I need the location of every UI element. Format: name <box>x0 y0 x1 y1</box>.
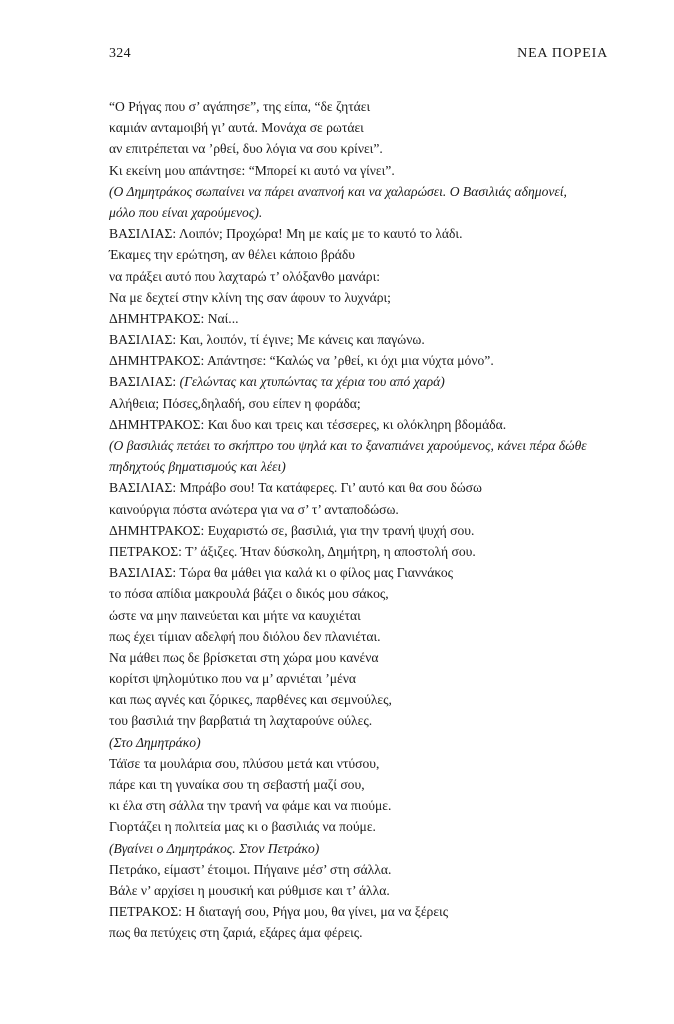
stage-direction-line: πηδηχτούς βηματισμούς και λέει) <box>109 459 286 475</box>
text-line: κορίτσι ψηλομύτικο που να μ’ αρνιέται ’μένα <box>109 671 357 687</box>
text-line: ΠΕΤΡΑΚΟΣ: Η διαταγή σου, Ρήγα μου, θα γίνει, μα να ξέρεις <box>109 904 449 920</box>
page-text <box>109 96 634 944</box>
stage-direction-line: (Στο Δημητράκο) <box>109 734 201 750</box>
text-line: ώστε να μην παινεύεται και μήτε να καυχιέται <box>109 607 361 623</box>
text-line: Κι εκείνη μου απάντησε: “Μπορεί κι αυτό να γίνει”. <box>109 162 395 178</box>
text-line: Τάϊσε τα μουλάρια σου, πλύσου μετά και ντύσου, <box>109 755 380 771</box>
text-line: ΒΑΣΙΛΙΑΣ: Λοιπόν; Προχώρα! Μη με καίς με το καυτό το λάδι. <box>109 226 463 242</box>
running-title: ΝΕΑ ΠΟΡΕΙΑ <box>517 46 608 61</box>
stage-direction-line: (Βγαίνει ο Δημητράκος. Στον Πετράκο) <box>109 840 320 856</box>
text-line: Έκαμες την ερώτηση, αν θέλει κάποιο βράδυ <box>109 247 355 263</box>
page-header <box>109 46 608 66</box>
text-line <box>109 371 634 392</box>
text-line: του βασιλιά την βαρβατιά τη λαχταρούνε ούλες. <box>109 713 373 729</box>
text-line: καινούργια πόστα ανώτερα για να σ’ τ’ ανταποδώσω. <box>109 501 399 517</box>
text-line: ΔΗΜΗΤΡΑΚΟΣ: Ναί... <box>109 310 239 326</box>
text-line: να πράξει αυτό που λαχταρώ τ’ ολόξανθο μανάρι: <box>109 268 381 284</box>
text-line: και πως αγνές και ζόρικες, παρθένες και σεμνούλες, <box>109 692 392 708</box>
text-line: το πόσα απίδια μακρουλά βάζει ο δικός μου σάκος, <box>109 586 389 602</box>
stage-direction: (Γελώντας και χτυπώντας τα χέρια του από χαρά) <box>179 374 445 390</box>
text-line: Γιορτάζει η πολιτεία μας κι ο βασιλιάς να πούμε. <box>109 819 376 835</box>
text-line: πως θα πετύχεις στη ζαριά, εξάρες άμα φέρεις. <box>109 925 363 941</box>
text-line: Να με δεχτεί στην κλίνη της σαν άφουν το λυχνάρι; <box>109 289 391 305</box>
text-line: πάρε και τη γυναίκα σου τη σεβαστή μαζί σου, <box>109 777 365 792</box>
text-line: ΠΕΤΡΑΚΟΣ: Τ’ άξιζες. Ήταν δύσκολη, Δημήτρη, η αποστολή σου. <box>109 543 476 559</box>
text-line: ΒΑΣΙΛΙΑΣ: Τώρα θα μάθει για καλά κι ο φίλος μας Γιαννάκος <box>109 565 454 581</box>
text-line: καμιάν ανταμοιβή γι’ αυτά. Μονάχα σε ρωτάει <box>109 120 364 136</box>
text-line: ΒΑΣΙΛΙΑΣ: Μπράβο σου! Τα κατάφερες. Γι’ αυτό και θα σου δώσω <box>109 480 482 496</box>
text-line: κι έλα στη σάλλα την τρανή να φάμε και να πιούμε. <box>109 798 392 814</box>
stage-direction-line: μόλο που είναι χαρούμενος). <box>109 204 263 220</box>
text-line: ΒΑΣΙΛΙΑΣ: Και, λοιπόν, τί έγινε; Με κάνεις και παγώνω. <box>109 332 425 348</box>
text-line: Να μάθει πως δε βρίσκεται στη χώρα μου κανένα <box>109 649 379 665</box>
text-line: Βάλε ν’ αρχίσει η μουσική και ρύθμισε και τ’ άλλα. <box>109 882 390 898</box>
text-line: πως έχει τίμιαν αδελφή που διόλου δεν πλανιέται. <box>109 628 381 644</box>
text-line: Αλήθεια; Πόσες,δηλαδή, σου είπεν η φοράδα; <box>109 395 361 411</box>
text-line: ΔΗΜΗΤΡΑΚΟΣ: Ευχαριστώ σε, βασιλιά, για την τρανή ψυχή σου. <box>109 522 475 538</box>
text-line: αν επιτρέπεται να ’ρθεί, δυο λόγια να σου κρίνει”. <box>109 141 383 157</box>
text-line: ΔΗΜΗΤΡΑΚΟΣ: Και δυο και τρεις και τέσσερες, κι ολόκληρη βδομάδα. <box>109 416 507 432</box>
text-line: “Ο Ρήγας που σ’ αγάπησε”, της είπα, “δε ζητάει <box>109 99 371 114</box>
speaker-label: ΒΑΣΙΛΙΑΣ: <box>109 374 180 390</box>
text-line: Πετράκο, είμαστ’ έτοιμοι. Πήγαινε μέσ’ στη σάλλα. <box>109 861 392 877</box>
page-number: 324 <box>109 46 131 61</box>
text-line: ΔΗΜΗΤΡΑΚΟΣ: Απάντησε: “Καλώς να ’ρθεί, κι όχι μια νύχτα μόνο”. <box>109 353 494 369</box>
stage-direction-line: (Ο Δημητράκος σωπαίνει να πάρει αναπνοή και να χαλαρώσει. Ο Βασιλιάς αδημονεί, <box>109 183 567 199</box>
stage-direction-line: (Ο βασιλιάς πετάει το σκήπτρο του ψηλά και το ξαναπιάνει χαρούμενος, κάνει πέρα δώθε <box>109 438 587 453</box>
